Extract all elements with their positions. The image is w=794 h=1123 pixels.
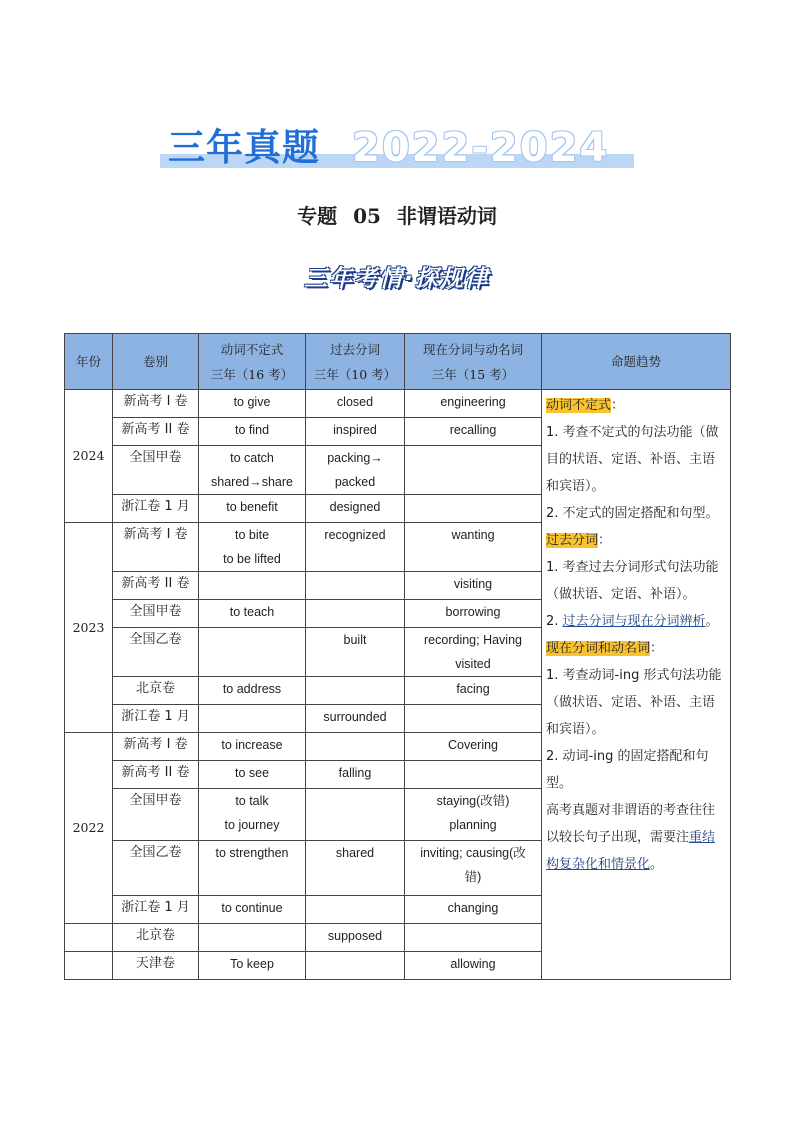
topic-label: 专题: [297, 204, 338, 228]
infinitive-line: to bite: [234, 528, 270, 542]
ing-form-cell: allowing: [405, 952, 542, 980]
infinitive-line: to journey: [224, 818, 280, 832]
trend-cell: [542, 390, 731, 980]
paper-cell: 浙江卷 1 月: [113, 896, 199, 924]
ing-form-cell: [405, 495, 542, 523]
point-suffix: 。: [705, 614, 719, 629]
header-infinitive-count: 三年（16 考）: [210, 366, 294, 382]
ing-line: recording; Having: [424, 633, 522, 647]
ing-form-cell: [405, 628, 542, 677]
trend-infinitive-point-1: 1. 考查不定式的句法功能（做目的状语、定语、补语、主语和宾语）。: [546, 425, 719, 494]
paper-cell: 全国乙卷: [113, 628, 199, 677]
ing-line: 错): [464, 870, 482, 884]
year-cell-empty: [65, 924, 113, 952]
ing-line: planning: [449, 818, 497, 832]
year-cell-empty: [65, 952, 113, 980]
trend-past-point-2: [546, 608, 726, 635]
ing-line: visited: [455, 657, 491, 671]
past-participle-cell: [306, 733, 405, 761]
banner-years-text: 2022-2024: [352, 125, 610, 171]
ing-form-cell: borrowing: [405, 600, 542, 628]
infinitive-cell: to address: [199, 677, 306, 705]
past-participle-cell: designed: [306, 495, 405, 523]
infinitive-cell: to increase: [199, 733, 306, 761]
highlight-infinitive: 动词不定式: [546, 398, 612, 413]
header-paper: 卷别: [113, 334, 199, 390]
header-past-count: 三年（10 考）: [313, 366, 397, 382]
infinitive-cell: [199, 572, 306, 600]
colon: ：: [650, 641, 664, 656]
paper-cell: 新高考 II 卷: [113, 761, 199, 789]
past-participle-cell: [306, 896, 405, 924]
highlight-past-participle: 过去分词: [546, 533, 599, 548]
title-banner: [160, 124, 636, 176]
header-infinitive: [199, 334, 306, 390]
ing-form-cell: recalling: [405, 418, 542, 446]
section-subtitle: 三年考情·探规律: [304, 266, 490, 292]
trend-summary: [546, 797, 726, 878]
trend-ing-point-2: 2. 动词-ing 的固定搭配和句型。: [546, 749, 709, 791]
banner-main-text: 三年真题: [168, 126, 320, 169]
past-participle-cell: [306, 952, 405, 980]
topic-name: 非谓语动词: [396, 204, 497, 228]
past-participle-cell: [306, 600, 405, 628]
infinitive-line: to catch: [230, 451, 274, 465]
header-past-title: 过去分词: [329, 341, 380, 357]
infinitive-line: to be lifted: [223, 552, 281, 566]
past-line: packing→: [327, 451, 383, 465]
past-participle-cell: recognized: [306, 523, 405, 572]
infinitive-cell: [199, 924, 306, 952]
infinitive-cell: to continue: [199, 896, 306, 924]
ing-form-cell: wanting: [405, 523, 542, 572]
header-ing-count: 三年（15 考）: [431, 366, 515, 382]
ing-form-cell: [405, 924, 542, 952]
past-participle-cell: shared: [306, 841, 405, 896]
infinitive-cell: to strengthen: [199, 841, 306, 896]
ing-form-cell: visiting: [405, 572, 542, 600]
trend-ing-heading: [546, 635, 726, 662]
paper-cell: 全国乙卷: [113, 841, 199, 896]
year-cell-2022: 2022: [65, 733, 113, 924]
past-participle-cell: [306, 789, 405, 841]
paper-cell: 新高考 I 卷: [113, 390, 199, 418]
past-participle-cell: [306, 677, 405, 705]
past-participle-cell: inspired: [306, 418, 405, 446]
underlined-past-vs-present: 过去分词与现在分词辨析: [562, 614, 706, 629]
infinitive-cell: [199, 789, 306, 841]
infinitive-cell: To keep: [199, 952, 306, 980]
colon: ：: [598, 533, 612, 548]
paper-cell: 北京卷: [113, 677, 199, 705]
exam-summary-table: [64, 333, 731, 980]
infinitive-cell: to teach: [199, 600, 306, 628]
infinitive-cell: to see: [199, 761, 306, 789]
ing-line: inviting; causing(改: [420, 846, 526, 860]
ing-form-cell: [405, 789, 542, 841]
highlight-ing-form: 现在分词和动名词: [546, 641, 651, 656]
past-line: packed: [334, 475, 376, 489]
header-infinitive-title: 动词不定式: [220, 341, 284, 357]
topic-heading: [0, 200, 794, 229]
paper-cell: 新高考 I 卷: [113, 733, 199, 761]
underlined-summary: 重结构复杂化和情景化: [546, 830, 716, 872]
infinitive-cell: to give: [199, 390, 306, 418]
past-participle-cell: [306, 572, 405, 600]
past-participle-cell: [306, 446, 405, 495]
past-participle-cell: falling: [306, 761, 405, 789]
paper-cell: 全国甲卷: [113, 789, 199, 841]
ing-line: staying(改错): [436, 794, 510, 808]
topic-number: 05: [353, 204, 381, 228]
header-trend: 命题趋势: [542, 334, 731, 390]
paper-cell: 北京卷: [113, 924, 199, 952]
table-row: [65, 390, 731, 418]
ing-form-cell: engineering: [405, 390, 542, 418]
infinitive-cell: [199, 523, 306, 572]
year-cell-2024: 2024: [65, 390, 113, 523]
ing-form-cell: [405, 705, 542, 733]
past-participle-cell: closed: [306, 390, 405, 418]
trend-ing-point-1: 1. 考查动词-ing 形式句法功能（做状语、定语、补语、主语和宾语）。: [546, 668, 722, 737]
paper-cell: 新高考 II 卷: [113, 572, 199, 600]
past-participle-cell: surrounded: [306, 705, 405, 733]
header-ing-form: [405, 334, 542, 390]
paper-cell: 浙江卷 1 月: [113, 495, 199, 523]
infinitive-line: shared→share: [211, 475, 293, 489]
infinitive-cell: to find: [199, 418, 306, 446]
header-year: 年份: [65, 334, 113, 390]
summary-suffix: 。: [650, 857, 664, 872]
trend-infinitive-heading: [546, 392, 726, 419]
year-cell-2023: 2023: [65, 523, 113, 733]
infinitive-cell: [199, 705, 306, 733]
paper-cell: 新高考 II 卷: [113, 418, 199, 446]
header-past-participle: [306, 334, 405, 390]
past-participle-cell: built: [306, 628, 405, 677]
paper-cell: 全国甲卷: [113, 446, 199, 495]
table-header-row: [65, 334, 731, 390]
infinitive-cell: to benefit: [199, 495, 306, 523]
summary-text: 高考真题对非谓语的考查往往以较长句子出现，需要注: [546, 803, 716, 845]
infinitive-cell: [199, 628, 306, 677]
trend-past-heading: [546, 527, 726, 554]
point-prefix: 2.: [546, 614, 563, 629]
header-ing-title: 现在分词与动名词: [422, 341, 523, 357]
paper-cell: 天津卷: [113, 952, 199, 980]
paper-cell: 新高考 I 卷: [113, 523, 199, 572]
ing-form-cell: [405, 761, 542, 789]
paper-cell: 浙江卷 1 月: [113, 705, 199, 733]
colon: ：: [611, 398, 625, 413]
infinitive-cell: [199, 446, 306, 495]
ing-form-cell: changing: [405, 896, 542, 924]
paper-cell: 全国甲卷: [113, 600, 199, 628]
ing-form-cell: facing: [405, 677, 542, 705]
ing-form-cell: Covering: [405, 733, 542, 761]
trend-past-point-1: 1. 考查过去分词形式句法功能（做状语、定语、补语）。: [546, 560, 719, 602]
ing-form-cell: [405, 841, 542, 896]
trend-infinitive-point-2: 2. 不定式的固定搭配和句型。: [546, 506, 719, 521]
ing-form-cell: [405, 446, 542, 495]
past-participle-cell: supposed: [306, 924, 405, 952]
infinitive-line: to talk: [235, 794, 269, 808]
